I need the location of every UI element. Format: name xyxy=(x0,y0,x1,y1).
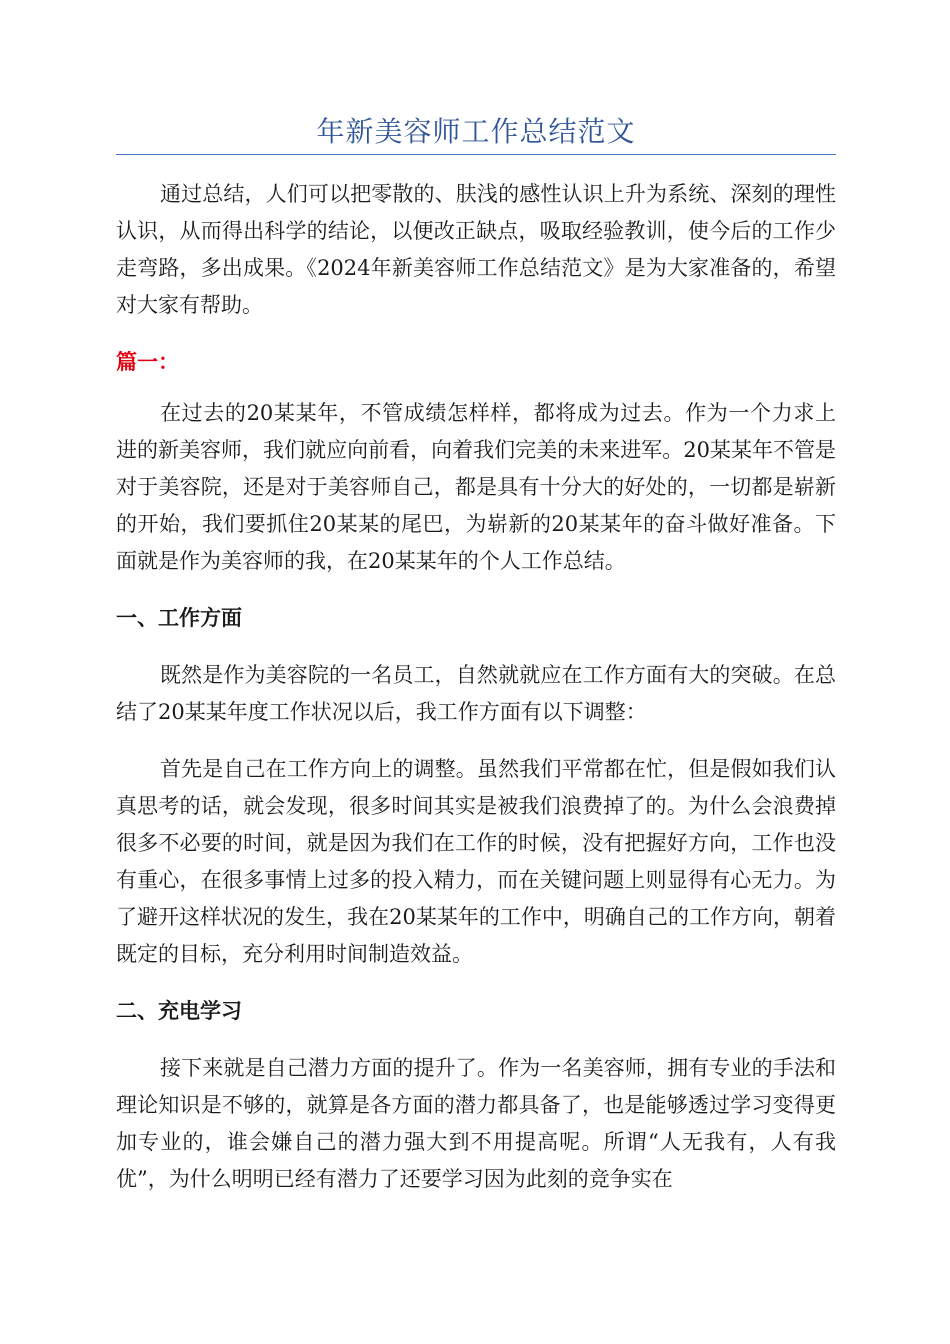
spacer xyxy=(116,1030,836,1050)
spacer xyxy=(116,731,836,751)
intro-paragraph: 通过总结，人们可以把零散的、肤浅的感性认识上升为系统、深刻的理性认识，从而得出科学的结论，以便改正缺点，吸取经验教训，使今后的工作少走弯路，多出成果。《2024年新美容师工作总结范文》是为大家准备的，希望对大家有帮助。 xyxy=(116,182,836,317)
part-paragraph: 在过去的20某某年，不管成绩怎样样，都将成为过去。作为一个力求上进的新美容师，我们就应向前看，向着我们完美的未来进军。20某某年不管是对于美容院，还是对于美容师自己，都是具有十分大的好处的，一切都是崭新的开始，我们要抓住20某某的尾巴，为崭新的20某某年的奋斗做好准备。下面就是作为美容师的我，在20某某年的个人工作总结。 xyxy=(116,401,836,573)
part-label: 篇一： xyxy=(116,350,179,374)
spacer xyxy=(116,580,836,600)
section-work-paragraph-2: 首先是自己在工作方向上的调整。虽然我们平常都在忙，但是假如我们认真思考的话，就会发现，很多时间其实是被我们浪费掉了的。为什么会浪费掉很多不必要的时间，就是因为我们在工作的时候，没有把握好方向，工作也没有重心，在很多事情上过多的投入精力，而在关键问题上则显得有心无力。为了避开这样状况的发生，我在20某某年的工作中，明确自己的工作方向，朝着既定的目标，充分利用时间制造效益。 xyxy=(116,757,836,966)
document-body xyxy=(116,176,836,1198)
spacer xyxy=(116,324,836,344)
title-underline xyxy=(116,154,836,155)
spacer xyxy=(116,637,836,657)
spacer xyxy=(116,973,836,993)
spacer xyxy=(116,381,836,395)
section-study-paragraph: 接下来就是自己潜力方面的提升了。作为一名美容师，拥有专业的手法和理论知识是不够的，就算是各方面的潜力都具备了，也是能够透过学习变得更加专业的，谁会嫌自己的潜力强大到不用提高呢。所谓“人无我有，人有我优”，为什么明明已经有潜力了还要学习因为此刻的竞争实在 xyxy=(116,1056,836,1191)
section-heading-study: 二、充电学习 xyxy=(116,999,242,1023)
document-title: 年新美容师工作总结范文 xyxy=(316,115,636,148)
section-heading-work: 一、工作方面 xyxy=(116,606,242,630)
section-work-paragraph-1: 既然是作为美容院的一名员工，自然就就应在工作方面有大的突破。在总结了20某某年度工作状况以后，我工作方面有以下调整： xyxy=(116,663,836,724)
